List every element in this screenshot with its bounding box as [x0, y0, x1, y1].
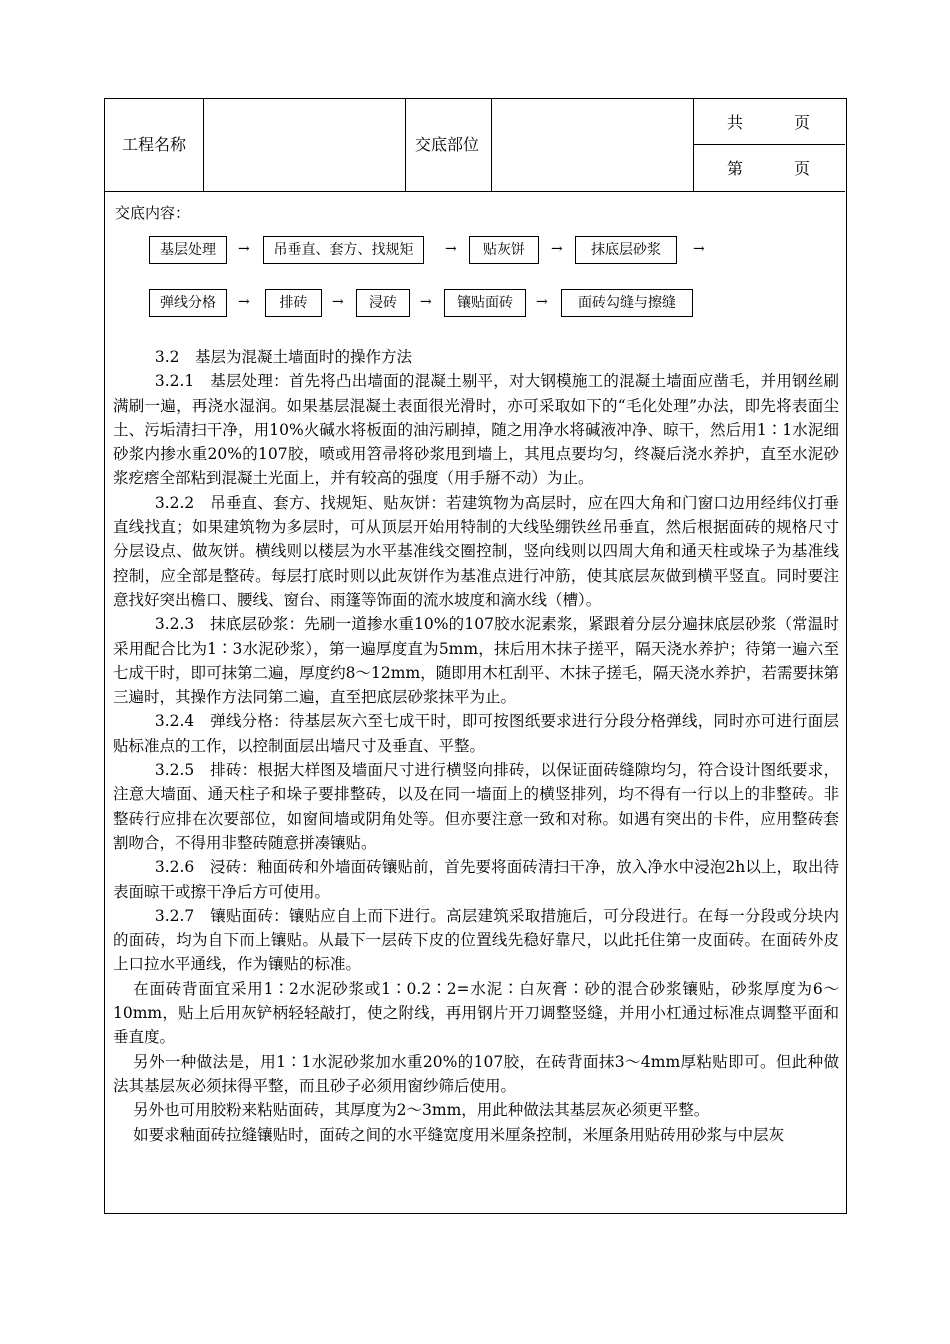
location-label: 交底部位 — [415, 135, 480, 154]
page-number-unit: 页 — [794, 159, 811, 178]
flow-step: 弹线分格 — [149, 289, 227, 317]
paragraph: 3.2.1 基层处理：首先将凸出墙面的混凝土剔平，对大钢模施工的混凝土墙面应凿毛，并用钢丝刷满刷一遍，再浇水湿润。如果基层混凝土表面很光滑时，亦可采取如下的“毛化处理”办法，即先将表面尘土、污垢清扫干净，用10%火碱水将板面的油污刷掉，随之用净水将碱液冲净、晾干，然后用1∶1水泥细砂浆内掺水重20%的107胶，喷或用笤帚将砂浆甩到墙上，其甩点要均匀，终凝后浇水养护，直至水泥砂浆疙瘩全部粘到混凝土光面上，并有较高的强度（用手掰不动）为止。 — [113, 372, 839, 488]
arrow-icon: → — [238, 294, 250, 310]
arrow-icon: → — [551, 241, 563, 257]
flow-step: 镶贴面砖 — [444, 289, 526, 317]
paragraph: 3.2.2 吊垂直、套方、找规矩、贴灰饼：若建筑物为高层时，应在四大角和门窗口边用经纬仪打垂直线找直；如果建筑物为多层时，可从顶层开始用特制的大线坠绷铁丝吊垂直，然后根据面砖的规格尺寸分层设点、做灰饼。横线则以楼层为水平基准线交圈控制，竖向线则以四周大角和通天柱或垛子为基准线控制，应全部是整砖。每层打底时则以此灰饼作为基准点进行冲筋，使其底层灰做到横平竖直。同时要注意找好突出檐口、腰线、窗台、雨篷等饰面的流水坡度和滴水线（槽）。 — [113, 493, 839, 609]
divider — [203, 99, 204, 191]
arrow-icon: → — [445, 241, 457, 257]
paragraph: 如要求釉面砖拉缝镶贴时，面砖之间的水平缝宽度用米厘条控制，米厘条用贴砖用砂浆与中层灰 — [133, 1125, 785, 1144]
flow-step: 抹底层砂浆 — [575, 236, 677, 264]
content-label: 交底内容： — [115, 204, 191, 222]
flow-row-2 — [105, 289, 845, 319]
section-heading: 3.2 基层为混凝土墙面时的操作方法 — [154, 348, 412, 366]
arrow-icon: → — [536, 294, 548, 310]
flow-step: 贴灰饼 — [469, 236, 539, 264]
arrow-icon: → — [238, 241, 250, 257]
arrow-icon: → — [332, 294, 344, 310]
disclosure-form — [104, 98, 847, 1214]
paragraph: 3.2.7 镶贴面砖：镶贴应自上而下进行。高层建筑采取措施后，可分段进行。在每一分段或分块内的面砖，均为自下而上镶贴。从最下一层砖下皮的位置线先稳好靠尺，以此托住第一皮面砖。在面砖外皮上口拉水平通线，作为镶贴的标准。 — [113, 906, 839, 974]
divider — [491, 99, 492, 191]
paragraph: 另外也可用胶粉来粘贴面砖，其厚度为2～3mm，用此种做法其基层灰必须更平整。 — [133, 1101, 710, 1120]
flow-step: 排砖 — [265, 289, 322, 317]
flow-step: 浸砖 — [356, 289, 410, 317]
total-pages-label: 共 — [727, 113, 744, 132]
header-table — [105, 99, 845, 192]
paragraph: 3.2.5 排砖：根据大样图及墙面尺寸进行横竖向排砖，以保证面砖缝隙均匀，符合设计图纸要求，注意大墙面、通天柱子和垛子要排整砖，以及在同一墙面上的横竖排列，均不得有一行以上的非整砖。非整砖行应排在次要部位，如窗间墙或阴角处等。但亦要注意一致和对称。如遇有突出的卡件，应用整砖套割吻合，不得用非整砖随意拼凑镶贴。 — [113, 761, 839, 852]
paragraph: 另外一种做法是，用1∶1水泥砂浆加水重20%的107胶，在砖背面抹3～4mm厚粘贴即可。但此种做法其基层灰必须抹得平整，而且砂子必须用窗纱筛后使用。 — [113, 1052, 839, 1095]
paragraph: 3.2.3 抹底层砂浆：先刷一道掺水重10%的107胶水泥素浆，紧跟着分层分遍抹底层砂浆（常温时采用配合比为1∶3水泥砂浆），第一遍厚度直为5mm，抹后用木抹子搓平，隔天浇水养护；待第一遍六至七成干时，即可抹第二遍，厚度约8～12mm，随即用木杠刮平、木抹子搓毛，隔天浇水养护，若需要抹第三遍时，其操作方法同第二遍，直至把底层砂浆抹平为止。 — [113, 615, 839, 707]
paragraph: 在面砖背面宜采用1∶2水泥砂浆或1∶0.2∶2=水泥∶白灰膏∶砂的混合砂浆镶贴，砂浆厚度为6～10mm，贴上后用灰铲柄轻轻敲打，使之附线，再用钢片开刀调整竖缝，并用小杠通过标准点调整平面和垂直度。 — [113, 979, 839, 1047]
flow-row-1 — [105, 236, 845, 266]
arrow-icon: → — [420, 294, 432, 310]
flow-step: 基层处理 — [149, 236, 227, 264]
flow-step: 面砖勾缝与擦缝 — [561, 289, 693, 317]
divider — [405, 99, 406, 191]
total-pages-unit: 页 — [794, 113, 811, 132]
project-name-label: 工程名称 — [122, 135, 187, 154]
paragraph: 3.2.6 浸砖：釉面砖和外墙面砖镶贴前，首先要将面砖清扫干净，放入净水中浸泡2h以上，取出待表面晾干或擦干净后方可使用。 — [113, 858, 839, 901]
arrow-icon: → — [693, 241, 705, 257]
body-text — [113, 345, 839, 1147]
divider — [693, 99, 694, 191]
paragraph: 3.2.4 弹线分格：待基层灰六至七成干时，即可按图纸要求进行分段分格弹线，同时亦可进行面层贴标准点的工作，以控制面层出墙尺寸及垂直、平整。 — [113, 712, 839, 755]
page-number-label: 第 — [727, 159, 744, 178]
divider — [693, 144, 845, 145]
flow-step: 吊垂直、套方、找规矩 — [263, 236, 424, 264]
